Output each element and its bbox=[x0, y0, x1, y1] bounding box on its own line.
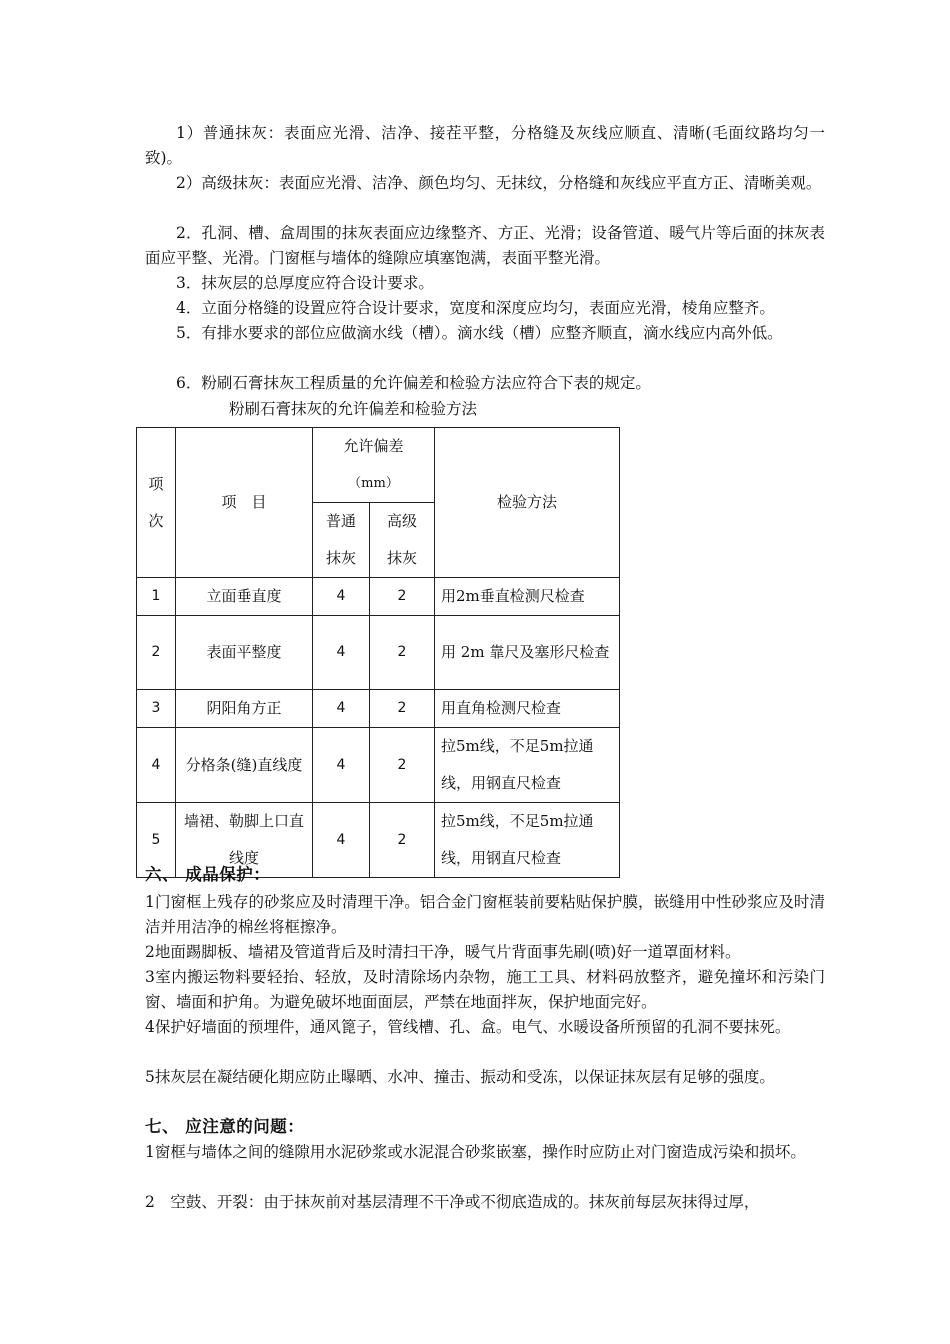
row-method: 拉5m线，不足5m拉通线，用钢直尺检查 bbox=[435, 728, 620, 803]
row-method: 用直角检测尺检查 bbox=[435, 690, 620, 728]
header-index: 项 次 bbox=[137, 428, 176, 578]
table-row bbox=[137, 728, 620, 803]
row-normal: 4 bbox=[313, 578, 370, 616]
paragraph-joints: 4．立面分格缝的设置应符合设计要求，宽度和深度应均匀，表面应光滑，棱角应整齐。 bbox=[176, 299, 775, 317]
row-item: 阴阳角方正 bbox=[176, 690, 313, 728]
row-index: 1 bbox=[137, 578, 176, 616]
paragraph-advanced-plaster: 2）高级抹灰：表面应光滑、洁净、颜色均匀、无抹纹，分格缝和灰线应平直方正、清晰美观。 bbox=[176, 174, 822, 192]
row-advanced: 2 bbox=[370, 803, 435, 878]
row-normal: 4 bbox=[313, 803, 370, 878]
header-item: 项 目 bbox=[176, 428, 313, 578]
row-method: 拉5m线，不足5m拉通线，用钢直尺检查 bbox=[435, 803, 620, 878]
section-7-item-1: 1窗框与墙体之间的缝隙用水泥砂浆或水泥混合砂浆嵌塞，操作时应防止对门窗造成污染和损坏。 bbox=[145, 1143, 806, 1161]
deviation-table bbox=[136, 427, 620, 878]
row-advanced: 2 bbox=[370, 616, 435, 690]
row-index: 2 bbox=[137, 616, 176, 690]
paragraph-normal-plaster: 1）普通抹灰：表面应光滑、洁净、接茬平整，分格缝及灰线应顺直、清晰(毛面纹路均匀一致)。 bbox=[145, 124, 825, 167]
row-advanced: 2 bbox=[370, 690, 435, 728]
section-6-item-1: 1门窗框上残存的砂浆应及时清理干净。铝合金门窗框装前要粘贴保护膜，嵌缝用中性砂浆应及时清洁并用洁净的棉丝将框擦净。 bbox=[145, 893, 825, 936]
row-method: 用2m垂直检测尺检查 bbox=[435, 578, 620, 616]
table-caption: 粉刷石膏抹灰的允许偏差和检验方法 bbox=[229, 400, 478, 418]
header-advanced-plaster: 高级 抹灰 bbox=[370, 503, 435, 578]
table-row bbox=[137, 578, 620, 616]
row-index: 3 bbox=[137, 690, 176, 728]
header-deviation: 允许偏差 （mm） bbox=[313, 428, 435, 503]
row-advanced: 2 bbox=[370, 578, 435, 616]
row-index: 4 bbox=[137, 728, 176, 803]
section-6-item-2: 2地面踢脚板、墙裙及管道背后及时清扫干净，暖气片背面事先刷(喷)好一道罩面材料。 bbox=[145, 943, 741, 961]
section-7-item-2: 2 空鼓、开裂：由于抹灰前对基层清理不干净或不彻底造成的。抹灰前每层灰抹得过厚， bbox=[145, 1193, 760, 1211]
row-advanced: 2 bbox=[370, 728, 435, 803]
paragraph-table-intro: 6．粉刷石膏抹灰工程质量的允许偏差和检验方法应符合下表的规定。 bbox=[176, 374, 651, 392]
row-normal: 4 bbox=[313, 728, 370, 803]
section-6-item-4: 4保护好墙面的预埋件，通风篦子，管线槽、孔、盒。电气、水暖设备所预留的孔洞不要抹死。 bbox=[145, 1018, 791, 1036]
row-item: 立面垂直度 bbox=[176, 578, 313, 616]
table-row bbox=[137, 616, 620, 690]
paragraph-drip-line: 5．有排水要求的部位应做滴水线（槽）。滴水线（槽）应整齐顺直，滴水线应内高外低。 bbox=[176, 324, 783, 342]
section-6-item-3: 3室内搬运物料要轻抬、轻放，及时清除场内杂物，施工工具、材料码放整齐，避免撞坏和污染门窗、墙面和护角。为避免破坏地面面层，严禁在地面拌灰，保护地面完好。 bbox=[145, 968, 825, 1011]
paragraph-thickness: 3．抹灰层的总厚度应符合设计要求。 bbox=[176, 274, 434, 292]
row-method: 用 2m 靠尺及塞形尺检查 bbox=[435, 616, 620, 690]
section-6-item-5: 5抹灰层在凝结硬化期应防止曝晒、水冲、撞击、振动和受冻，以保证抹灰层有足够的强度。 bbox=[145, 1068, 775, 1086]
row-normal: 4 bbox=[313, 690, 370, 728]
section-6-heading: 六、 成品保护： bbox=[145, 865, 271, 884]
row-item: 分格条(缝)直线度 bbox=[176, 728, 313, 803]
row-item: 墙裙、勒脚上口直线度 bbox=[176, 803, 313, 878]
paragraph-openings: 2．孔洞、槽、盒周围的抹灰表面应边缘整齐、方正、光滑；设备管道、暖气片等后面的抹灰表面应平整、光滑。门窗框与墙体的缝隙应填塞饱满，表面平整光滑。 bbox=[145, 224, 825, 267]
table-row bbox=[137, 690, 620, 728]
row-normal: 4 bbox=[313, 616, 370, 690]
header-normal-plaster: 普通 抹灰 bbox=[313, 503, 370, 578]
section-7-heading: 七、 应注意的问题： bbox=[145, 1117, 305, 1136]
row-index: 5 bbox=[137, 803, 176, 878]
row-item: 表面平整度 bbox=[176, 616, 313, 690]
header-method: 检验方法 bbox=[435, 428, 620, 578]
